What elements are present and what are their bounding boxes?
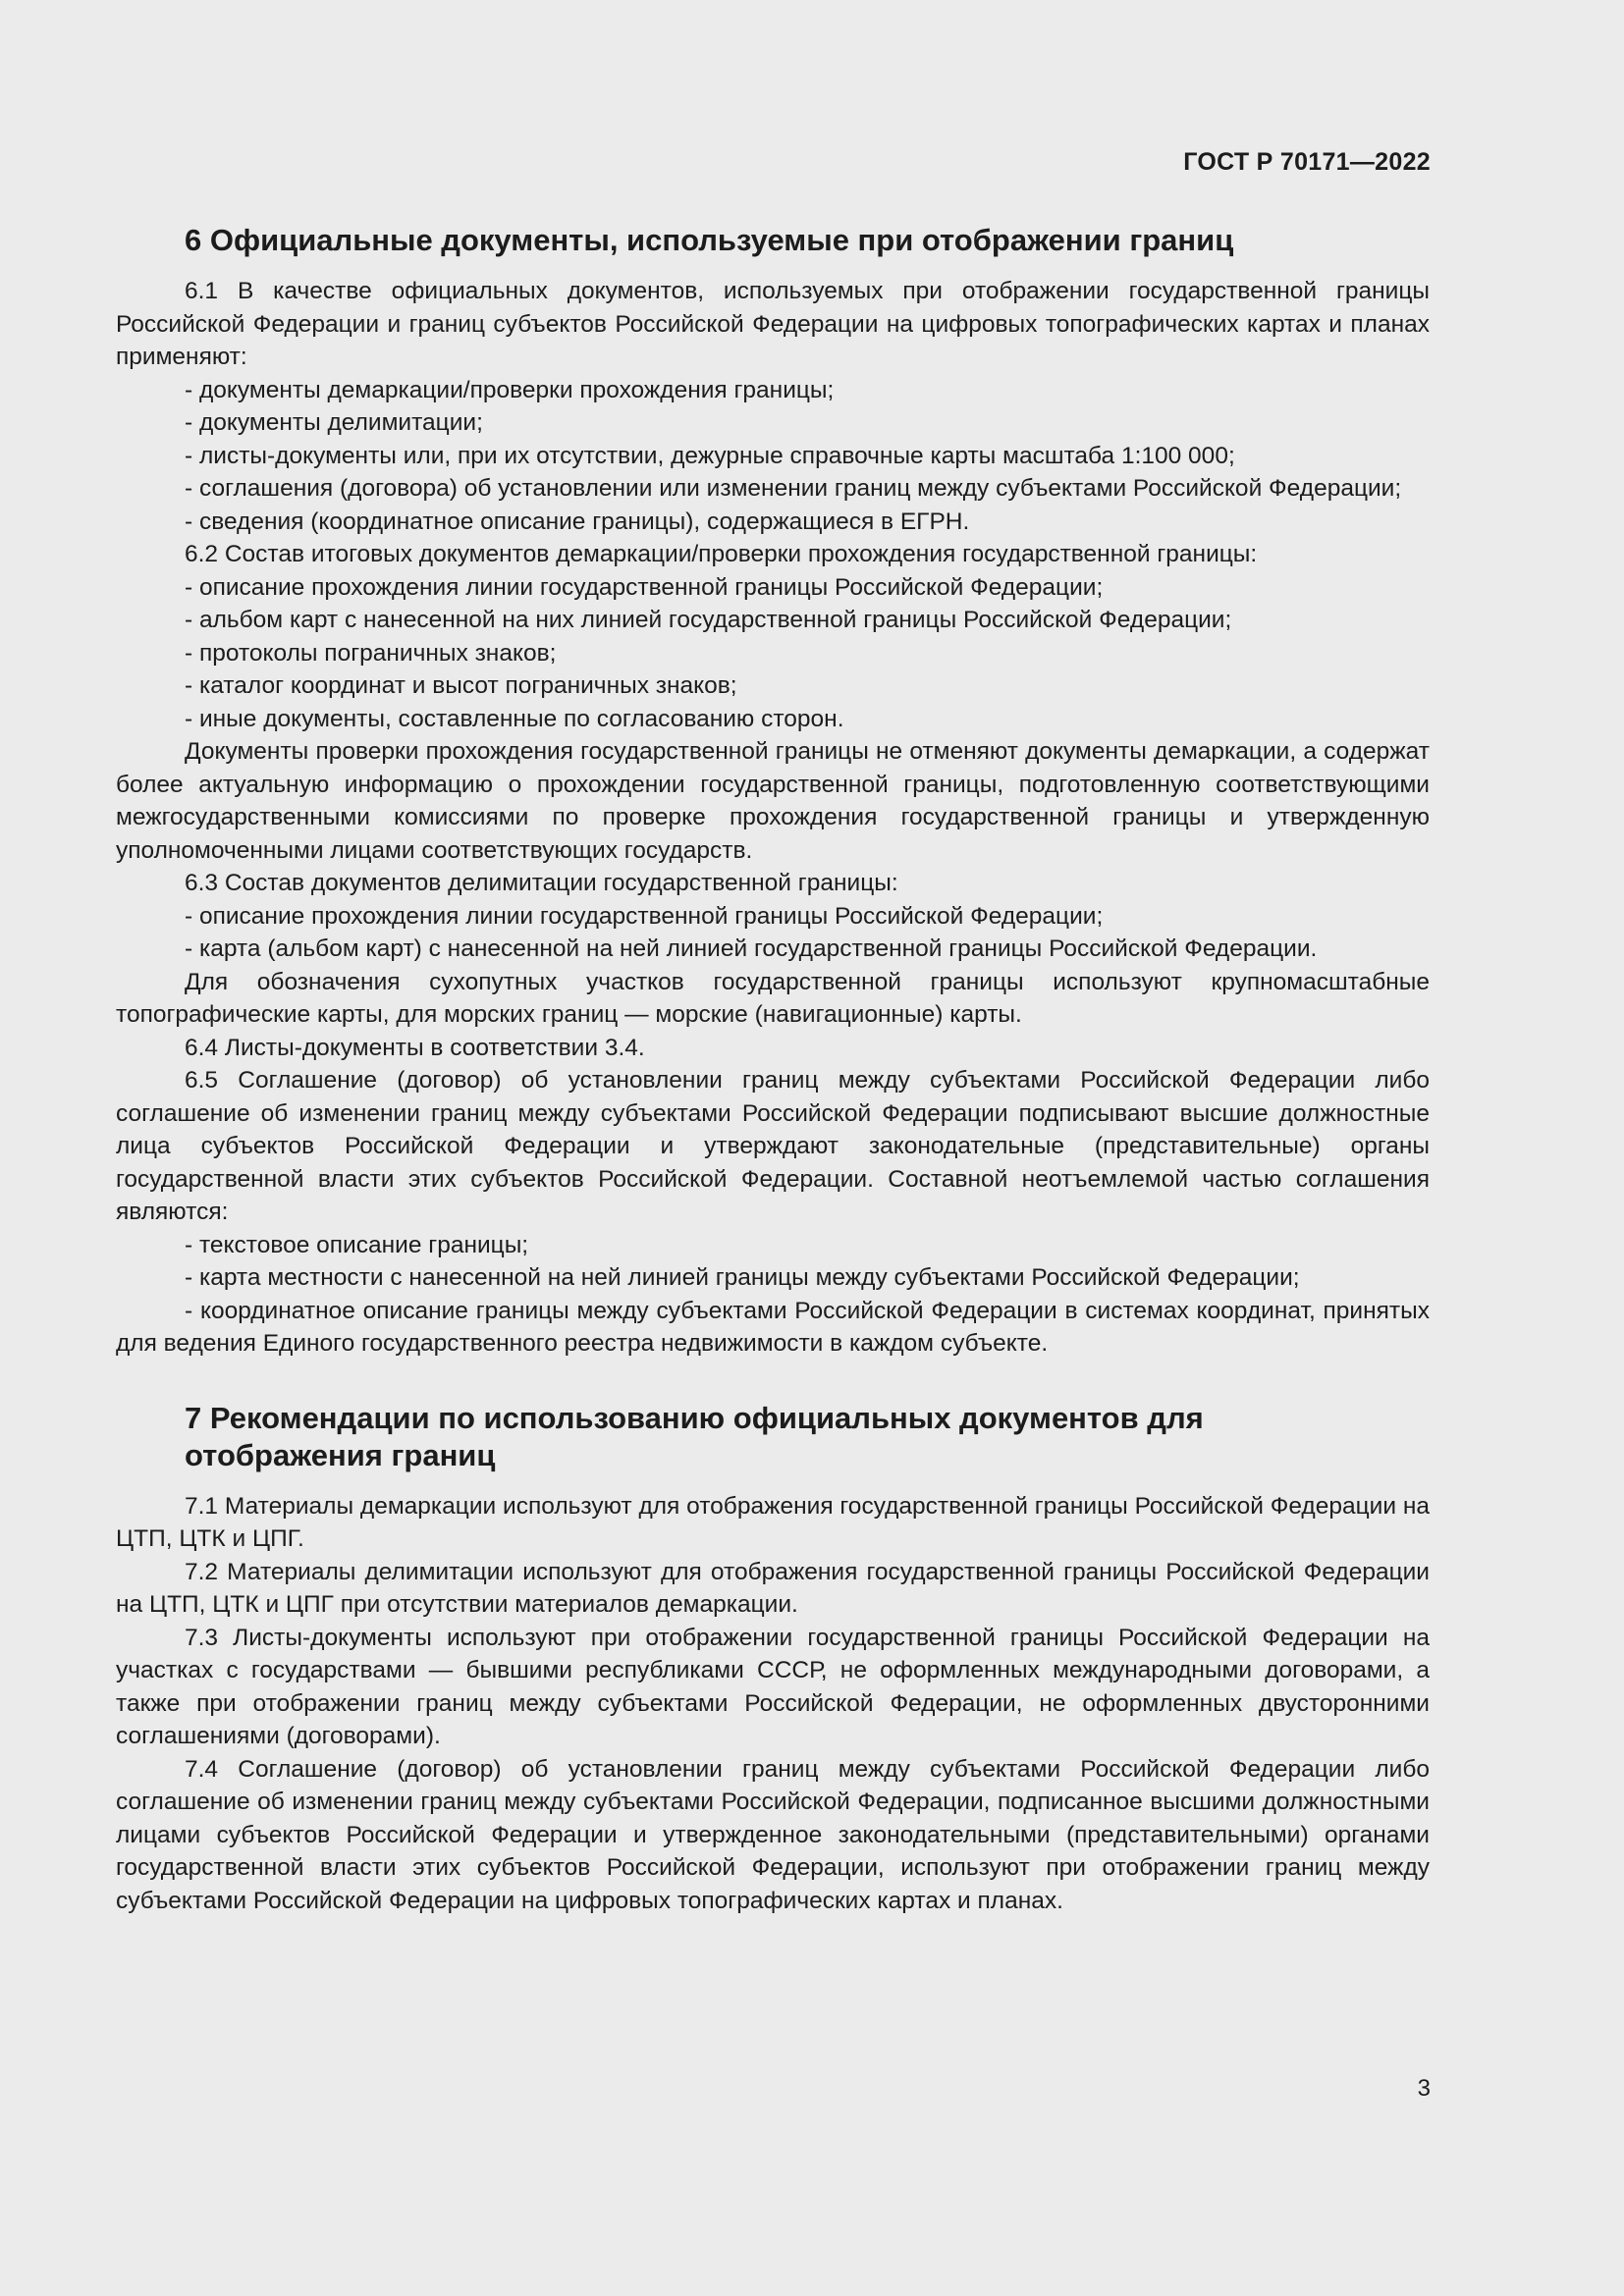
page-content [116,222,1430,1917]
section-6-body [116,275,1430,1361]
paragraph: 6.5 Соглашение (договор) об установлении границ между субъектами Российской Федерации либо соглашение об изменении границ между субъектами Российской Федерации подписывают высшие должностные лица субъектов Российской Федерации и утверждают законодательные (представительные) органы государственной власти этих субъектов Российской Федерации. Составной неотъемлемой частью соглашения являются: [116,1067,1430,1225]
list-item: - соглашения (договора) об установлении или изменении границ между субъектами Российской Федерации; [185,475,1402,502]
list-item: - иные документы, составленные по согласованию сторон. [185,705,844,732]
list-item: - документы делимитации; [185,409,483,436]
paragraph: 6.2 Состав итоговых документов демаркации/проверки прохождения государственной границы: [185,541,1258,567]
list-item: - текстовое описание границы; [185,1231,529,1258]
list-item: - альбом карт с нанесенной на них линией государственной границы Российской Федерации; [185,607,1232,633]
paragraph: 7.4 Соглашение (договор) об установлении границ между субъектами Российской Федерации либо соглашение об изменении границ между субъектами Российской Федерации, подписанное высшими должностными лицами субъектов Российской Федерации и утвержденное законодательными (представительными) органами государственной власти этих субъектов Российской Федерации, используют при отображении границ между субъектами Российской Федерации на цифровых топографических картах и планах. [116,1755,1430,1914]
list-item: - документы демаркации/проверки прохождения границы; [185,376,835,403]
list-item: - карта (альбом карт) с нанесенной на ней линией государственной границы Российской Федерации. [185,935,1318,962]
section-6-title: 6 Официальные документы, используемые при отображении границ [185,223,1234,257]
list-item: - описание прохождения линии государственной границы Российской Федерации; [185,573,1104,601]
paragraph: Документы проверки прохождения государственной границы не отменяют документы демаркации, а содержат более актуальную информацию о прохождении государственной границы, подготовленную соответствующими межгосударственными комиссиями по проверке прохождения государственной границы и утвержденную уполномоченными лицами соответствующих государств. [116,738,1430,864]
paragraph: 6.1 В качестве официальных документов, используемых при отображении государственной границы Российской Федерации и границ субъектов Российской Федерации на цифровых топографических картах и планах применяют: [116,278,1430,370]
page-number: 3 [1417,2075,1431,2102]
section-7-title: 7 Рекомендации по использованию официальных документов для отображения границ [185,1400,1204,1472]
list-item: - карта местности с нанесенной на ней линией границы между субъектами Российской Федерации; [185,1264,1300,1291]
list-item: - протоколы пограничных знаков; [185,639,557,667]
paragraph: 6.4 Листы-документы в соответствии 3.4. [185,1034,645,1061]
list-item: - листы-документы или, при их отсутствии, дежурные справочные карты масштаба 1:100 000; [185,442,1235,469]
list-item: - сведения (координатное описание границы), содержащиеся в ЕГРН. [185,507,970,535]
paragraph: 6.3 Состав документов делимитации государственной границы: [185,870,898,896]
section-7-body [116,1490,1430,1918]
list-item: - каталог координат и высот пограничных знаков; [185,672,737,699]
document-code-header: ГОСТ Р 70171—2022 [1183,148,1431,176]
paragraph: 7.2 Материалы делимитации используют для отображения государственной границы Российской Федерации на ЦТП, ЦТК и ЦПГ при отсутствии материалов демаркации. [116,1558,1430,1618]
paragraph: 7.1 Материалы демаркации используют для отображения государственной границы Российской Федерации на ЦТП, ЦТК и ЦПГ. [116,1492,1430,1552]
paragraph: Для обозначения сухопутных участков государственной границы используют крупномасштабные топографические карты, для морских границ — морские (навигационные) карты. [116,968,1430,1028]
paragraph: 7.3 Листы-документы используют при отображении государственной границы Российской Федерации на участках с государствами — бывшими республиками СССР, не оформленных международными договорами, а также при отображении границ между субъектами Российской Федерации, не оформленных двусторонними соглашениями (договорами). [116,1624,1430,1749]
list-item: - описание прохождения линии государственной границы Российской Федерации; [185,902,1104,930]
list-item: - координатное описание границы между субъектами Российской Федерации в системах координат, принятых для ведения Единого государственного реестра недвижимости в каждом субъекте. [116,1297,1430,1357]
